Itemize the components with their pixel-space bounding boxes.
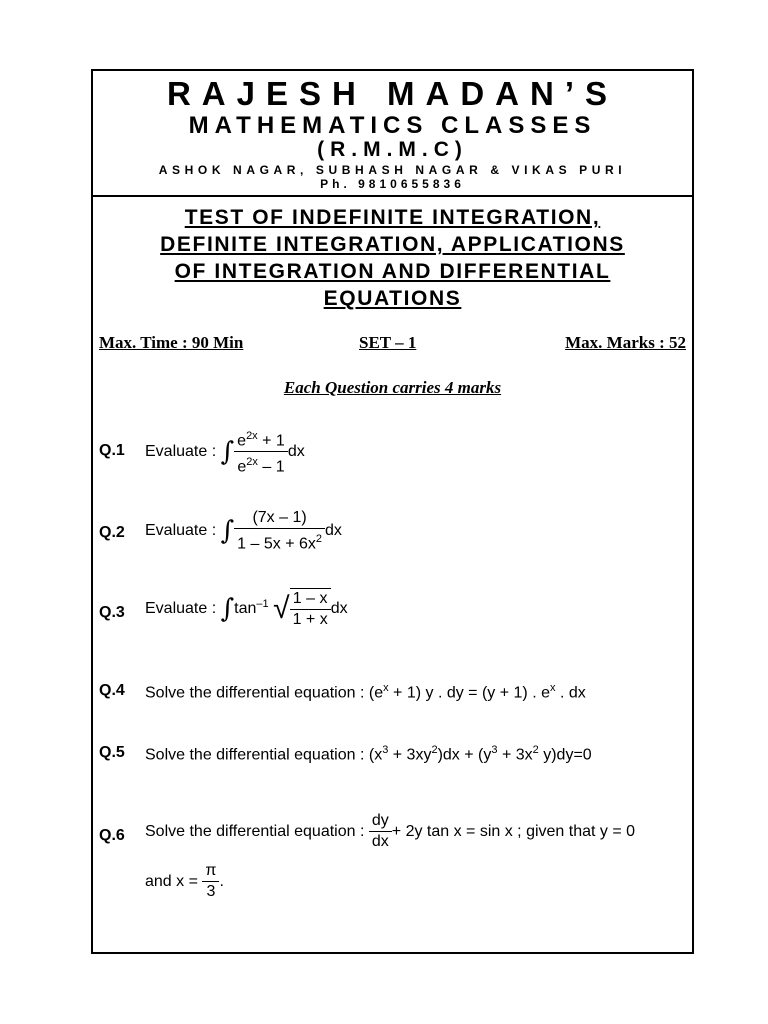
question-number: Q.5 [99,744,125,761]
institute-address: ASHOK NAGAR, SUBHASH NAGAR & VIKAS PURI [158,163,627,177]
question-text: Solve the differential equation : (x [145,746,383,764]
header-block [93,71,692,197]
fraction: $\frac{e^{2x} + 1}{e^{2x} - 1}$ [234,426,288,478]
integral-sign: ∫ [220,516,235,547]
dx-label: dx [325,522,342,540]
question-text: Solve the differential equation : (e [145,684,384,702]
pi-fraction: $\frac{\pi}{3}$ [202,861,219,902]
test-title [93,204,692,312]
question-text: Evaluate : [145,442,217,460]
test-title-line: OF INTEGRATION AND DIFFERENTIAL [174,260,611,283]
test-title-line: EQUATIONS [323,287,462,310]
question-number: Q.1 [99,442,125,459]
question-number: Q.2 [99,524,125,541]
max-marks: Max. Marks : 52 [565,333,686,352]
fraction: $\frac{1 - x}{1 + x}$ [290,588,331,630]
fraction: $\frac{(7x - 1)}{1 - 5x + 6x^2}$ [234,508,325,554]
integral-sign: ∫ [220,436,235,467]
derivative-fraction: $\frac{dy}{dx}$ [369,811,392,852]
inverse-power: –1 [256,597,269,610]
question-number: Q.6 [99,827,125,844]
integral-sign: ∫ [220,594,235,624]
equation-tail: + 2y tan x = sin x ; given that y = 0 [391,822,636,840]
max-time: Max. Time : 90 Min [99,333,244,352]
question-text: Solve the differential equation : [145,822,365,840]
question-number: Q.4 [99,682,125,699]
tan-function: tan [234,600,257,617]
institute-phone: Ph. 9810655836 [320,177,465,191]
instruction: Each Question carries 4 marks [283,378,502,397]
page-frame: RAJESH MADAN’S MATHEMATICS CLASSES (R.M.M.C) ASHOK NAGAR, SUBHASH NAGAR & VIKAS PURI Ph. 9810655836 TEST OF INDEFINITE INTEGRATION, DEFINITE INTEGRATION, APPLICATIONS OF INTEGRATION AND DIFFERENTIAL EQUATIONS Max. Time : 90 Min SET – 1 Max. Marks : 52 Each Question carries 4 marks Q.1 Evaluate : ∫ $\frac{e^{2x} + 1}{e^{2x} - 1}$ dx Q.2 Evaluate : ∫ $\frac{(7x - 1)}{1 - 5x + 6x^2}$ dx Q.3 Evaluate : $\int\tan^{-1}$ √ $\frac{1 - x}{1 + x}$ dx Q.4 Solve the differential equation : $(e^x + 1)$ y . dy = (y + 1) . $e^x$ . dx Q.5 Solve the differential equation : $(x^3 + 3xy^2)dx + (y^3 + 3x^2$ y)dy=0 Q.6 Solve the differential equation : $\frac{dy}{dx}$ + 2y tan x = sin x ; given that y = 0 and x = $\frac{\pi}{3}$ . [91,69,694,954]
institute-subtitle: MATHEMATICS CLASSES [188,112,597,139]
question-text: Evaluate : [145,522,217,540]
test-title-line: DEFINITE INTEGRATION, APPLICATIONS [160,233,625,256]
dx-label: dx [330,600,348,617]
sqrt-sign: √ [273,592,290,625]
question-text: Evaluate : [145,600,217,617]
question-number: Q.3 [99,604,125,621]
institute-abbrev: (R.M.M.C) [317,138,468,161]
dx-label: dx [287,442,305,460]
set-label: SET – 1 [359,333,417,352]
institute-name: RAJESH MADAN’S [166,75,619,112]
test-title-line: TEST OF INDEFINITE INTEGRATION, [184,206,601,229]
